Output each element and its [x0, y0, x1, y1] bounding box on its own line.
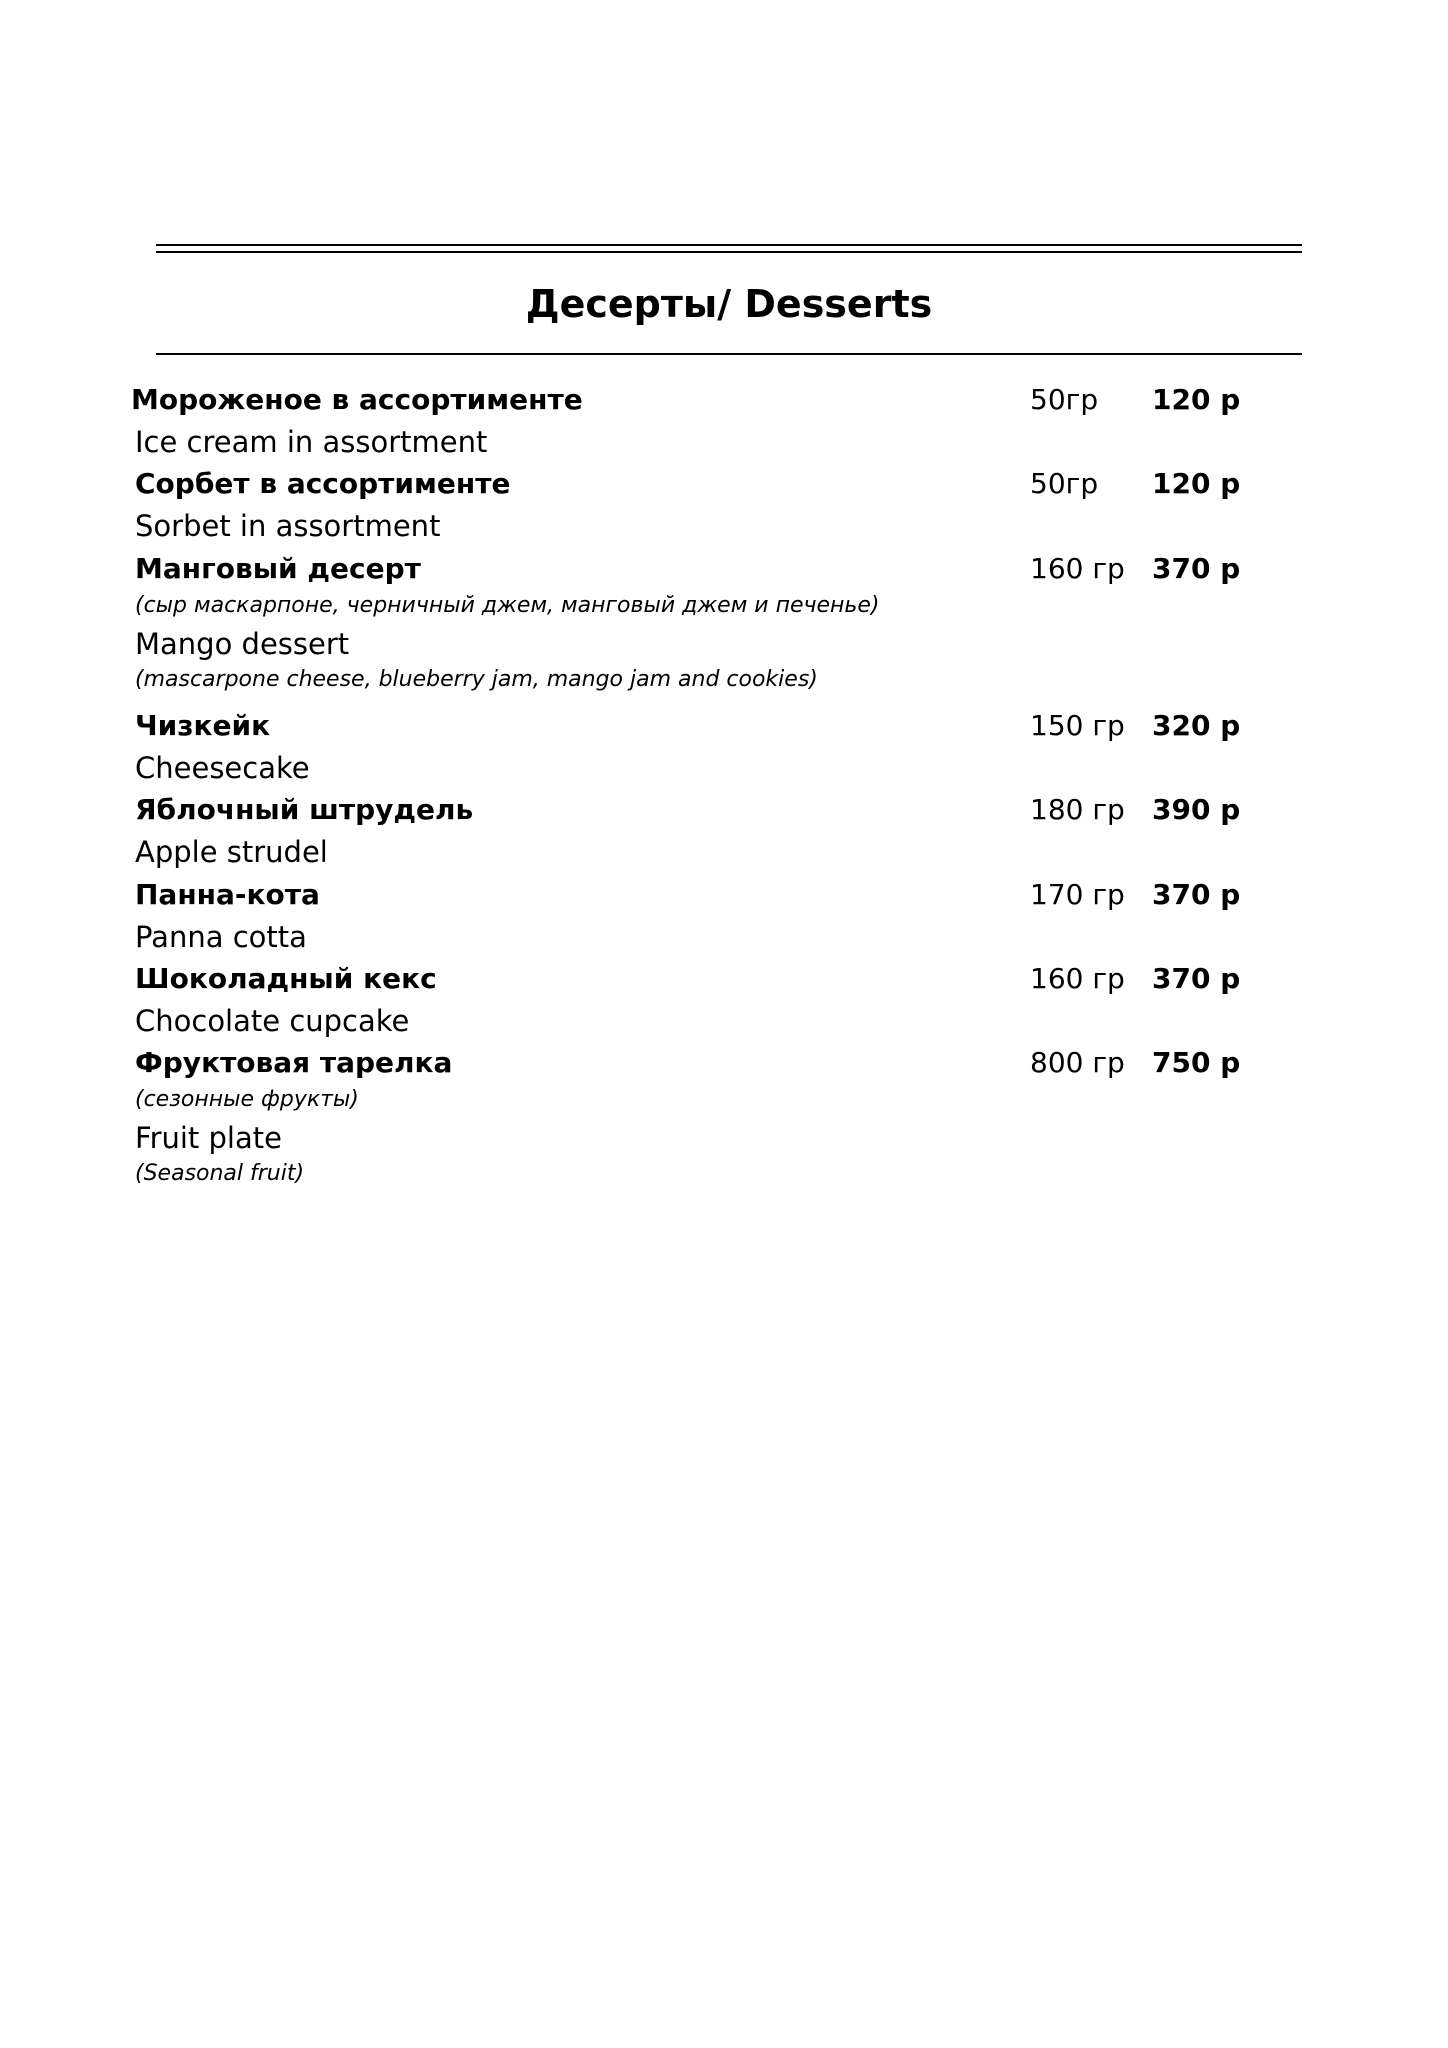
item-name-en: Chocolate cupcake [135, 1004, 410, 1038]
item-weight: 160 гр [1030, 552, 1125, 585]
item-name-ru: Мороженое в ассортименте [131, 383, 583, 416]
item-name-en: Sorbet in assortment [135, 509, 441, 543]
item-price: 370 р [1152, 962, 1241, 995]
item-weight: 170 гр [1030, 878, 1125, 911]
item-name-en: Apple strudel [135, 835, 328, 869]
item-note-en: (mascarpone cheese, blueberry jam, mango jam and cookies) [135, 667, 818, 692]
item-price: 120 р [1152, 467, 1241, 500]
item-name-ru: Панна-кота [135, 878, 320, 911]
item-weight: 50гр [1030, 467, 1099, 500]
item-name-en: Mango dessert [135, 627, 350, 661]
item-price: 320 р [1152, 709, 1241, 742]
item-name-ru: Яблочный штрудель [135, 793, 474, 826]
item-price: 120 р [1152, 383, 1241, 416]
item-name-ru: Манговый десерт [135, 552, 421, 585]
item-price: 750 р [1152, 1046, 1241, 1079]
item-weight: 50гр [1030, 383, 1099, 416]
header-top-rule [156, 244, 1302, 246]
item-note-ru: (сыр маскарпоне, черничный джем, манговый джем и печенье) [135, 593, 880, 618]
item-note-ru: (сезонные фрукты) [135, 1087, 359, 1112]
item-price: 390 р [1152, 793, 1241, 826]
item-name-ru: Шоколадный кекс [135, 962, 437, 995]
header-bottom-rule [156, 353, 1302, 355]
item-weight: 180 гр [1030, 793, 1125, 826]
header-top-rule-inner [156, 251, 1302, 253]
item-name-en: Cheesecake [135, 751, 310, 785]
item-name-ru: Чизкейк [135, 709, 271, 742]
item-name-en: Panna cotta [135, 920, 307, 954]
item-weight: 800 гр [1030, 1046, 1125, 1079]
item-note-en: (Seasonal fruit) [135, 1161, 305, 1186]
item-name-en: Ice cream in assortment [135, 425, 488, 459]
item-name-ru: Фруктовая тарелка [135, 1046, 453, 1079]
page-title: Десерты/ Desserts [525, 282, 933, 326]
item-price: 370 р [1152, 552, 1241, 585]
item-price: 370 р [1152, 878, 1241, 911]
item-weight: 160 гр [1030, 962, 1125, 995]
item-weight: 150 гр [1030, 709, 1125, 742]
item-name-en: Fruit plate [135, 1121, 282, 1155]
item-name-ru: Сорбет в ассортименте [135, 467, 511, 500]
